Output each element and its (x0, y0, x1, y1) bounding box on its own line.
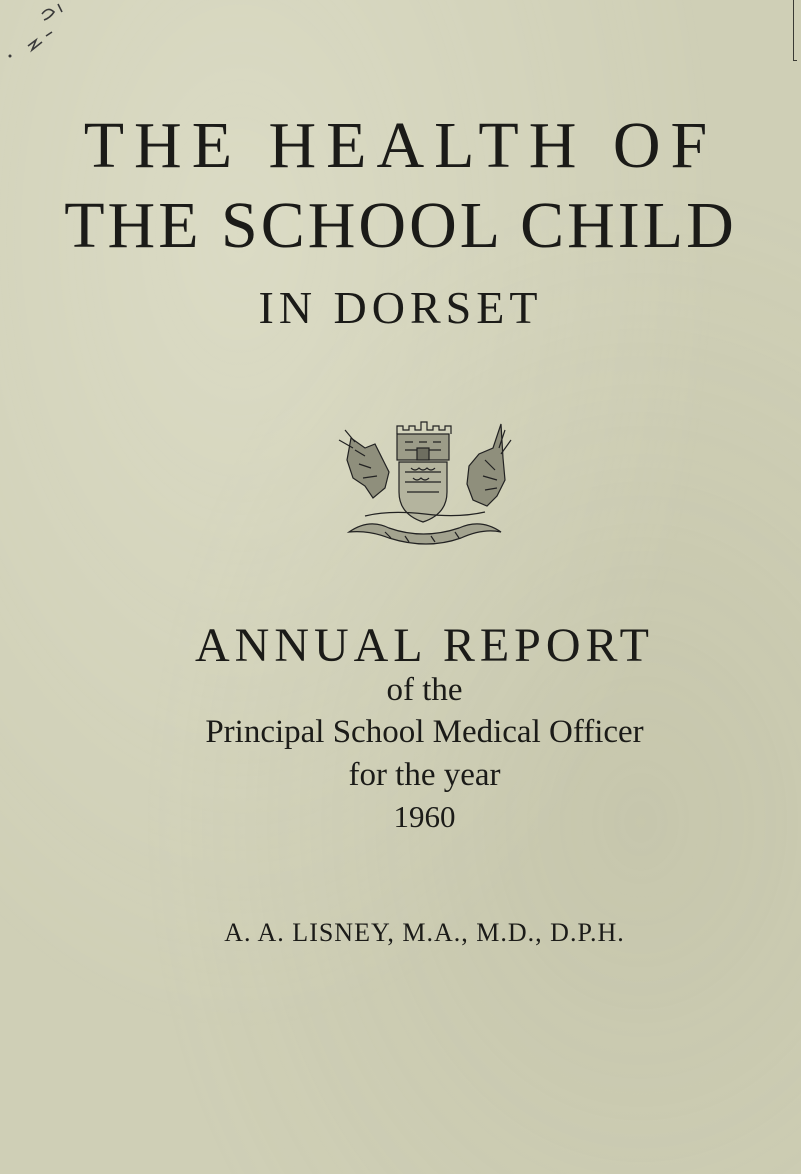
title-line-1: THE HEALTH OF (83, 109, 718, 182)
edge-mark (793, 0, 797, 61)
handwritten-mark (2, 0, 94, 70)
report-year: 1960 (393, 799, 456, 834)
title-line-2: THE SCHOOL CHILD (64, 189, 737, 262)
report-line-officer: Principal School Medical Officer (205, 714, 644, 750)
report-line-of-the: of the (386, 672, 463, 708)
report-line-year-label: for the year (348, 757, 501, 793)
report-heading: ANNUAL REPORT (194, 619, 654, 672)
author-credit: A. A. LISNEY, M.A., M.D., D.P.H. (224, 918, 625, 947)
title-line-3: IN DORSET (258, 282, 543, 333)
coat-of-arms-icon (335, 420, 515, 550)
